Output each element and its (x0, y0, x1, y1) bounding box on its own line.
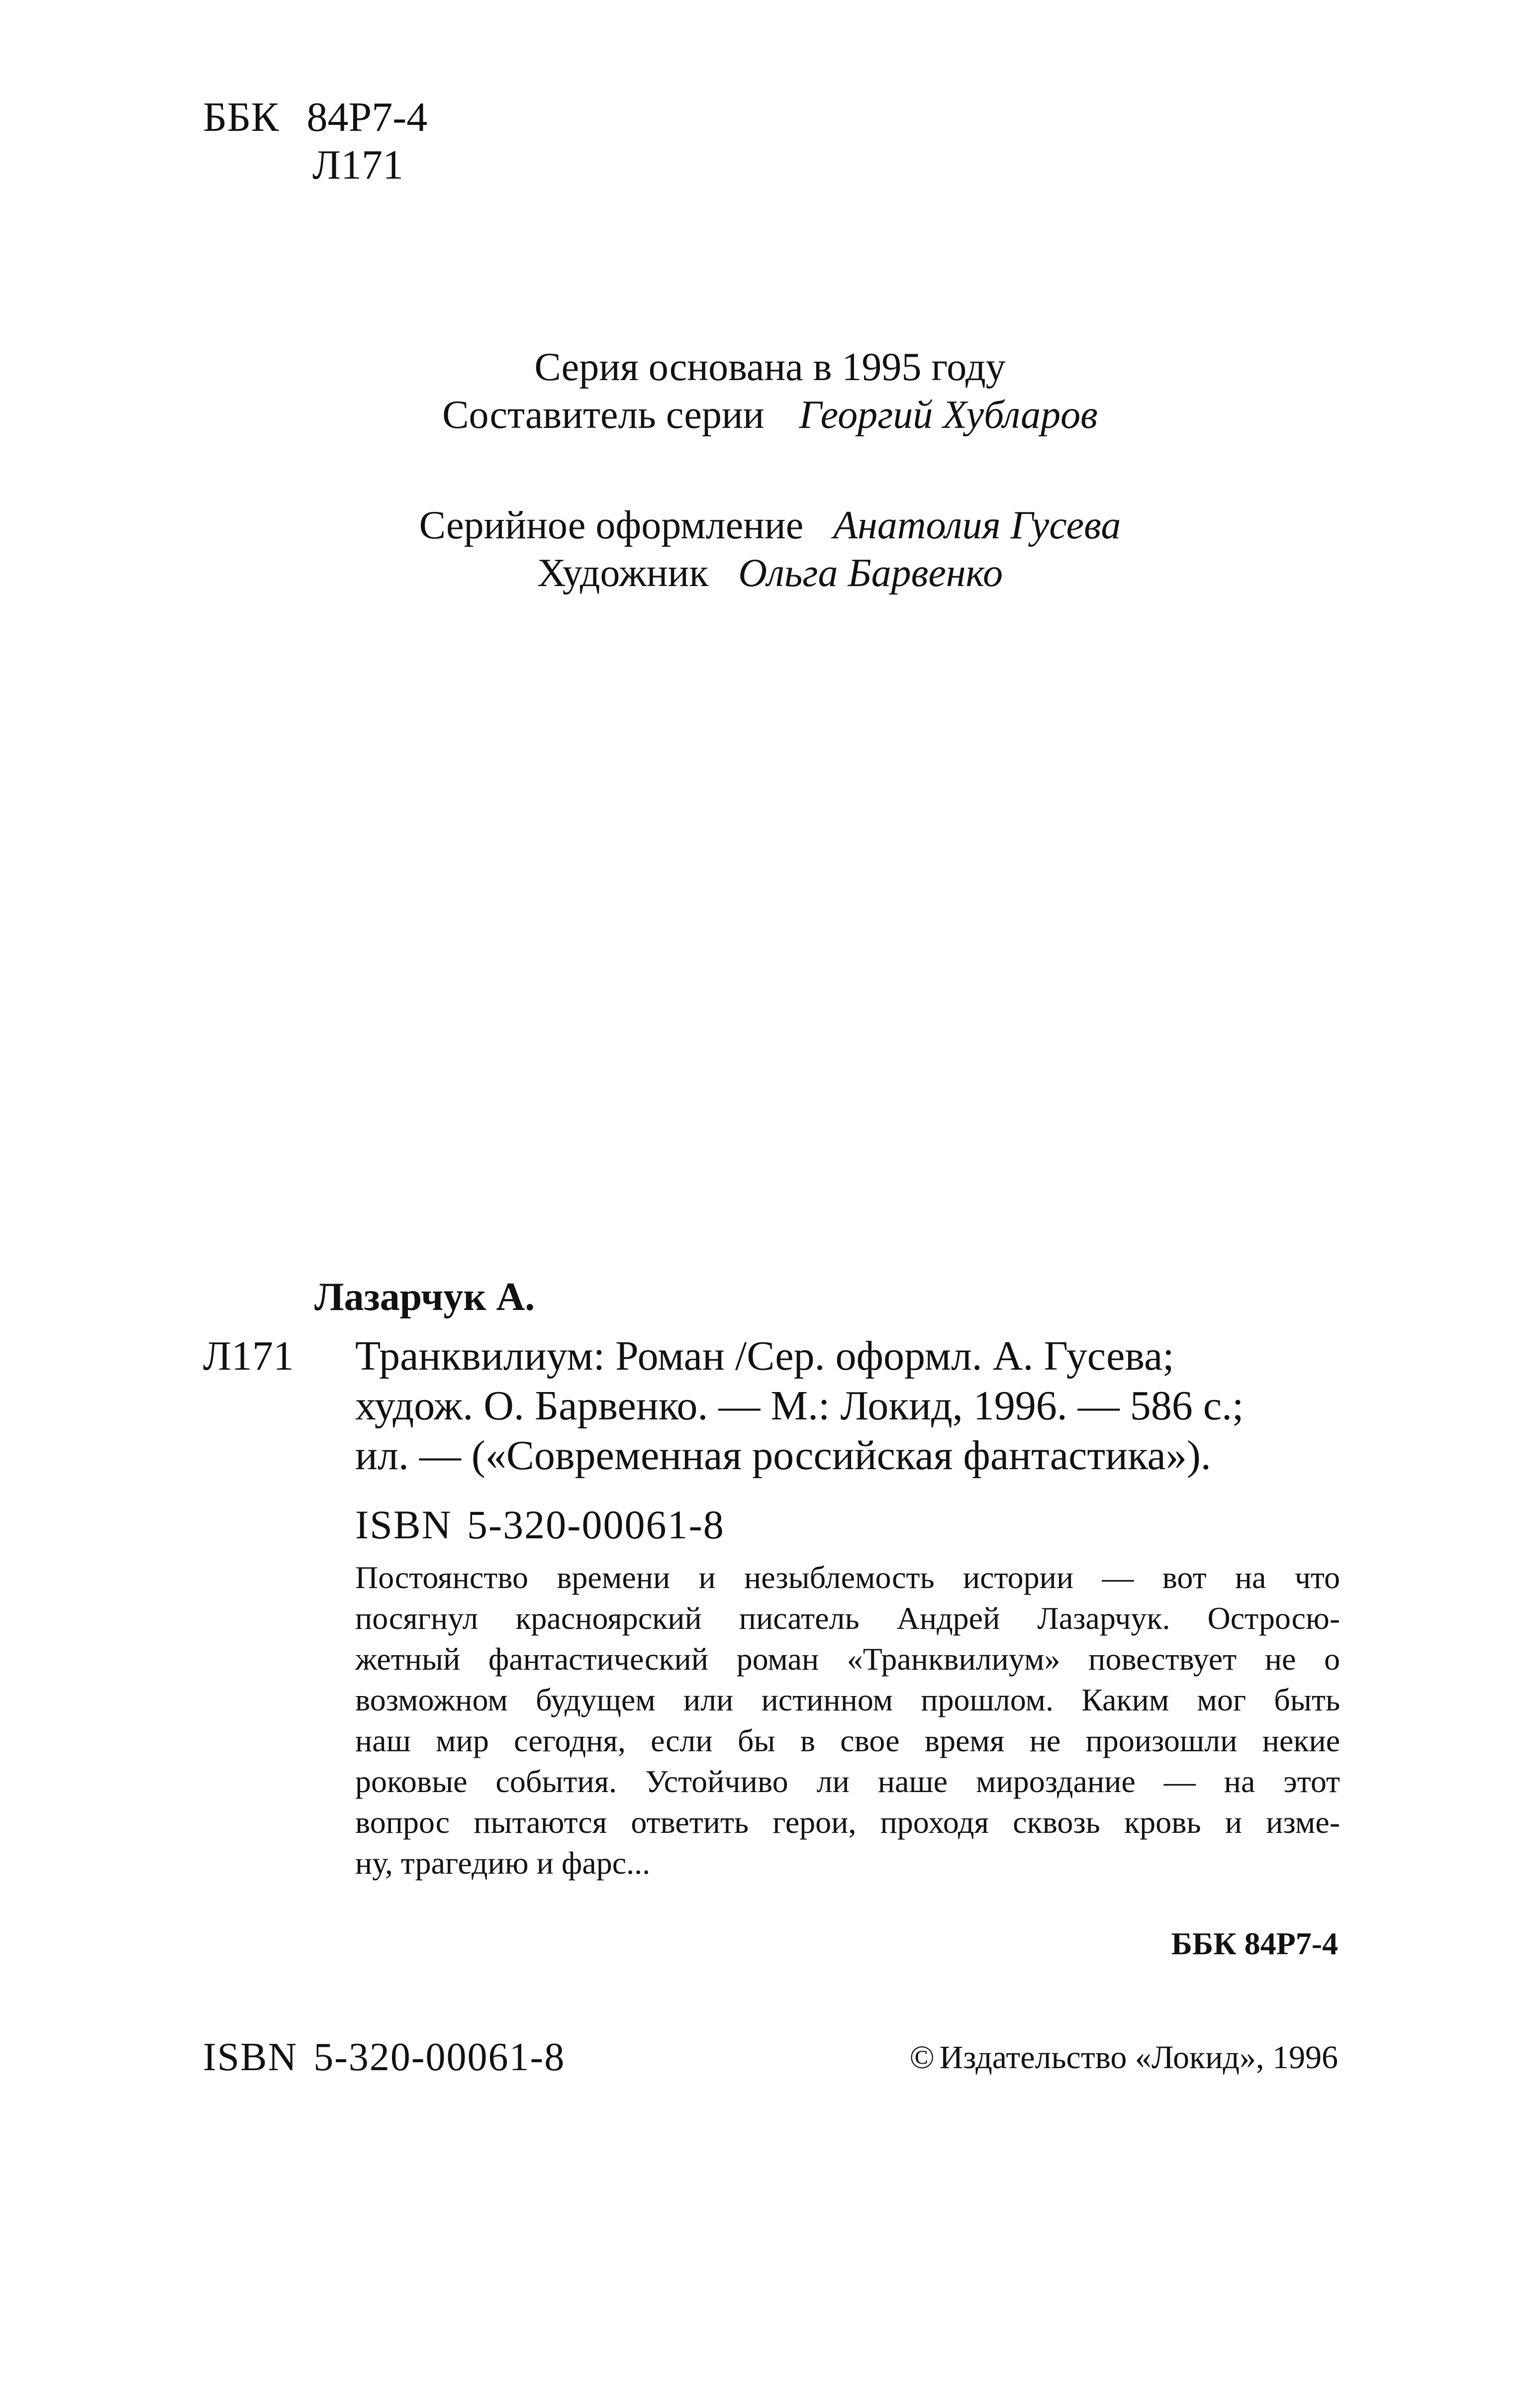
annotation (355, 1557, 1340, 1884)
copyright-icon: © (909, 2039, 935, 2076)
catalog-isbn-number: 5-320-00061-8 (467, 1502, 725, 1547)
bbk-label: ББК (203, 94, 279, 140)
footer-isbn-label: ISBN (203, 2035, 298, 2079)
artist-label: Художник (537, 551, 709, 595)
series-design-label: Серийное оформление (419, 503, 804, 547)
library-code: Л171 (312, 142, 403, 188)
bbk-header (203, 94, 427, 189)
annotation-line: наш мир сегодня, если бы в свое время не произошли некие (355, 1723, 1340, 1758)
catalog-library-code: Л171 (203, 1333, 294, 1379)
catalog-isbn-label: ISBN (355, 1502, 452, 1547)
bbk-code: 84Р7-4 (306, 94, 428, 140)
copyright-text: Издательство «Локид», 1996 (939, 2039, 1338, 2076)
annotation-line: ну, трагедию и фарс... (355, 1845, 651, 1881)
series-design-name: Анатолия Гусева (833, 503, 1121, 547)
series-info (0, 343, 1540, 439)
compiler-label: Составитель серии (442, 393, 765, 437)
design-credits (0, 501, 1540, 597)
bbk-footer: ББК 84Р7-4 (1171, 1926, 1338, 1961)
annotation-line: возможном будущем или истинном прошлом. Каким мог быть (355, 1682, 1340, 1717)
artist-credit (0, 549, 1540, 597)
catalog-description-line: Транквилиум: Роман /Сер. оформл. А. Гусева; (355, 1333, 1174, 1379)
series-founded: Серия основана в 1995 году (534, 345, 1006, 389)
annotation-line: Постоянство времени и незыблемость истории — вот на что (355, 1560, 1340, 1595)
compiler-name: Георгий Хубларов (799, 393, 1098, 437)
artist-name: Ольга Барвенко (738, 551, 1003, 595)
annotation-line: вопрос пытаются ответить герои, проходя сквозь кровь и изме- (355, 1804, 1340, 1840)
copyright (910, 2039, 1338, 2077)
series-compiler (0, 391, 1540, 439)
catalog-entry (203, 1331, 1484, 1481)
catalog-description-line: худож. О. Барвенко. — М.: Локид, 1996. — 586 с.; (355, 1383, 1244, 1429)
annotation-line: посягнул красноярский писатель Андрей Лазарчук. Остросю- (355, 1601, 1340, 1636)
footer-isbn-number: 5-320-00061-8 (313, 2035, 566, 2079)
annotation-line: роковые события. Устойчиво ли наше мироздание — на этот (355, 1764, 1340, 1799)
footer-isbn (203, 2035, 565, 2080)
catalog-isbn (355, 1502, 725, 1548)
catalog-description (355, 1331, 1484, 1481)
catalog-description-line: ил. — («Современная российская фантастика»). (355, 1432, 1211, 1479)
series-design (0, 501, 1540, 549)
catalog-author: Лазарчук А. (314, 1275, 535, 1319)
annotation-line: жетный фантастический роман «Транквилиум» повествует не о (355, 1641, 1340, 1677)
